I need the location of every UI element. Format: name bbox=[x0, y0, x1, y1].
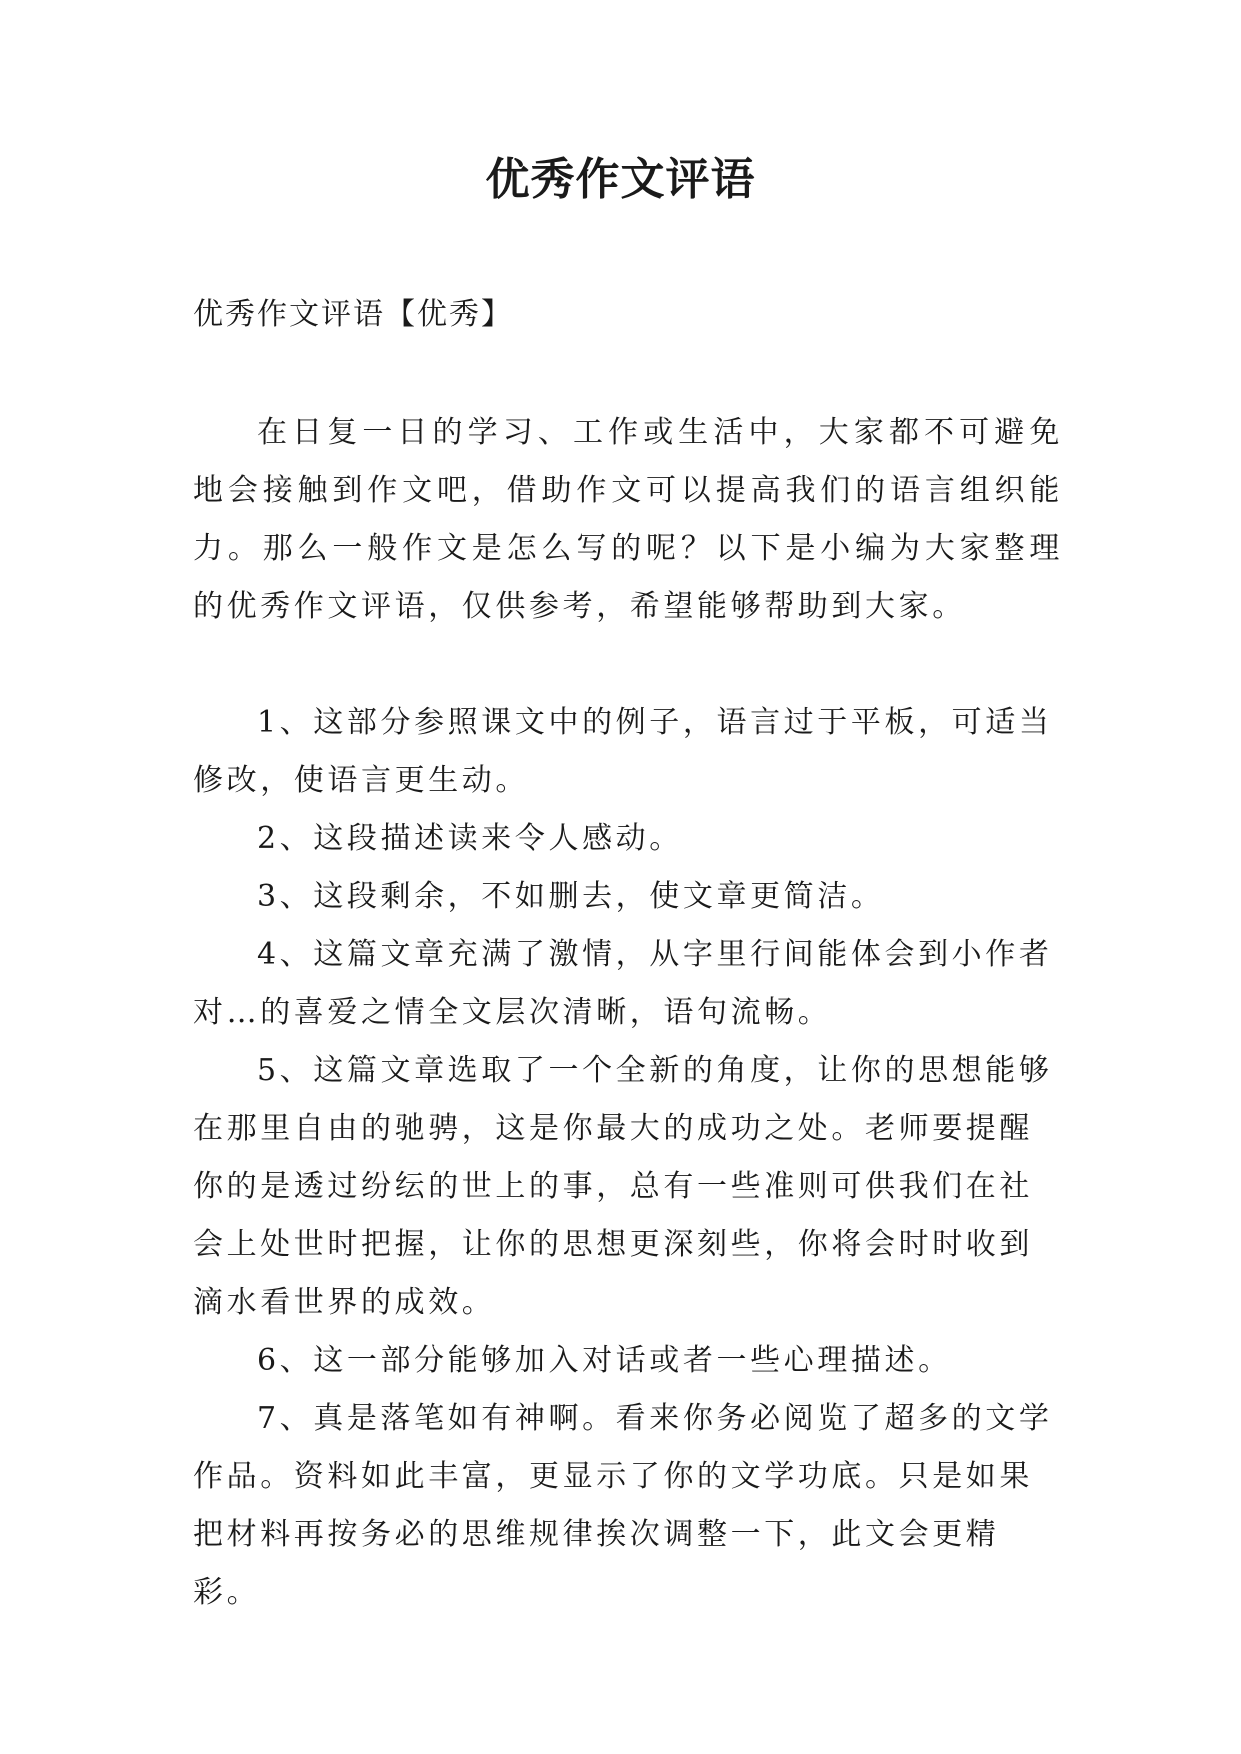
comment-item-3: 3、这段剩余，不如删去，使文章更简洁。 bbox=[257, 879, 885, 914]
comment-item-6: 6、这一部分能够加入对话或者一些心理描述。 bbox=[257, 1343, 952, 1378]
comment-item-4: 4、这篇文章充满了激情，从字里行间能体会到小作者对…的喜爱之情全文层次清晰，语句流畅。 bbox=[193, 937, 1053, 1030]
comment-item-7: 7、真是落笔如有神啊。看来你务必阅览了超多的文学作品。资料如此丰富，更显示了你的文学功底。只是如果把材料再按务必的思维规律挨次调整一下，此文会更精彩。 bbox=[193, 1401, 1053, 1610]
comment-item-1: 1、这部分参照课文中的例子，语言过于平板，可适当修改，使语言更生动。 bbox=[193, 705, 1053, 798]
comment-item-2: 2、这段描述读来令人感动。 bbox=[257, 821, 683, 856]
intro-paragraph: 在日复一日的学习、工作或生活中，大家都不可避免地会接触到作文吧，借助作文可以提高我们的语言组织能力。那么一般作文是怎么写的呢？以下是小编为大家整理的优秀作文评语，仅供参考，希望能够帮助到大家。 bbox=[193, 415, 1063, 624]
document-title: 优秀作文评语 bbox=[485, 154, 756, 205]
comment-item-5: 5、这篇文章选取了一个全新的角度，让你的思想能够在那里自由的驰骋，这是你最大的成功之处。老师要提醒你的是透过纷纭的世上的事，总有一些准则可供我们在社会上处世时把握，让你的思想更深刻些，你将会时时收到滴水看世界的成效。 bbox=[193, 1053, 1053, 1320]
document-subtitle: 优秀作文评语【优秀】 bbox=[193, 297, 513, 332]
